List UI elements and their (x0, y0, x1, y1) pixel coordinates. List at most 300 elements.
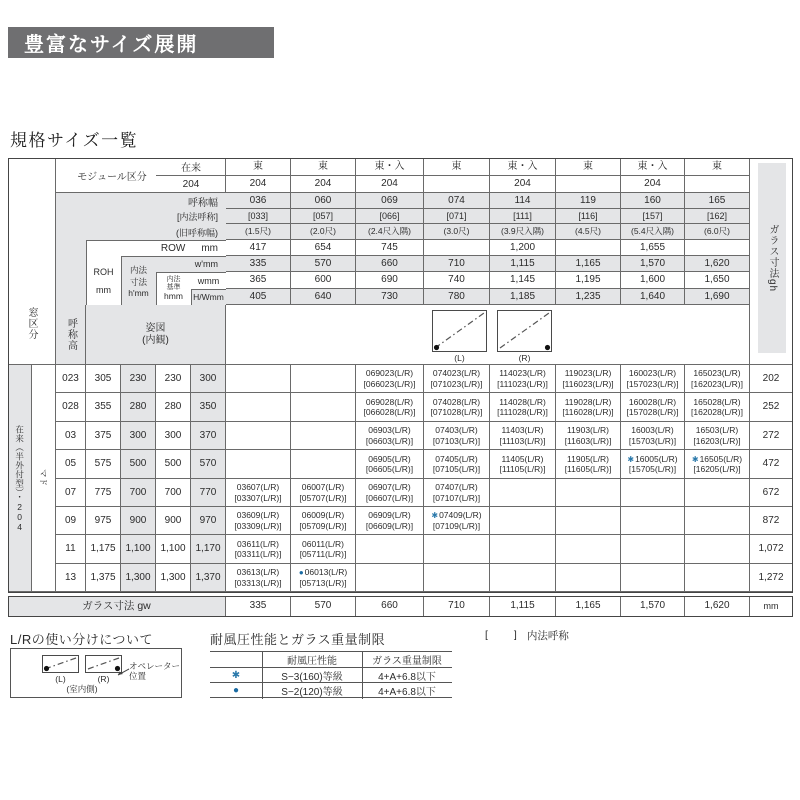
cell-main: 06903(L/R) (368, 425, 411, 436)
cell-sub: [03311(L/R)] (234, 549, 282, 559)
header-row-col0: 417 (226, 240, 291, 256)
wind-pressure-table (210, 651, 452, 698)
wind-grade-asterisk-icon: ✱ (627, 454, 635, 464)
cell-main: 074028(L/R) (432, 396, 481, 407)
header-module_num-col0: 204 (226, 176, 291, 193)
cell-main: 069023(L/R) (365, 368, 414, 379)
glass-w-value-0: 335 (226, 596, 291, 617)
header-inner-col5: [116] (556, 209, 621, 224)
header-w-col5: 1,195 (556, 272, 621, 289)
sugata-diagram-area (226, 305, 750, 365)
mounting-type-text (14, 425, 24, 532)
data-cell-03-col1 (291, 422, 356, 450)
row-height-023-1: 230 (121, 365, 156, 393)
header-inner-col7: [162] (685, 209, 750, 224)
row-height-07-1: 700 (121, 479, 156, 507)
cell-sub: [162023(L/R)] (691, 378, 743, 389)
h-text: hmm (164, 290, 183, 301)
glass-w-label: ガラス寸法 gw (8, 596, 226, 617)
data-cell-13-col5 (556, 564, 621, 592)
cell-sub: [11103(L/R)] (499, 435, 546, 446)
header-module_num-col2: 204 (356, 176, 424, 193)
data-cell-03-col0 (226, 422, 291, 450)
row-name-13: 13 (56, 564, 86, 592)
header-hw-col7: 1,690 (685, 289, 750, 305)
glass-w-value-7: 1,620 (685, 596, 750, 617)
data-cell-05-col5 (556, 450, 621, 479)
cell-main: 16003(L/R) (631, 425, 674, 436)
perf-corner-cell (210, 652, 262, 668)
row-height-09-0: 975 (86, 507, 121, 535)
cell-sub: [07109(L/R)] (432, 520, 481, 531)
cell-sub: [05711(L/R)] (299, 549, 347, 559)
cell-main: 074023(L/R) (432, 368, 481, 379)
cell-sub: [06605(L/R)] (365, 464, 414, 474)
data-cell-07-col7 (685, 479, 750, 507)
data-cell-11-col0 (226, 535, 291, 564)
cell-main: 11405(L/R) (501, 453, 544, 464)
banner-title: 豊富なサイズ展開 (24, 34, 199, 56)
row-text: ROW (160, 242, 186, 254)
row-height-09-1: 900 (121, 507, 156, 535)
header-old-col5: (4.5尺) (556, 224, 621, 240)
note-bracket-open: [ (485, 629, 488, 641)
data-cell-07-col3 (424, 479, 490, 507)
data-cell-023-col1 (291, 365, 356, 393)
cell-main: 07405(L/R) (435, 453, 478, 464)
header-w_dash-col4: 1,115 (490, 256, 556, 272)
perf-grade-0: S−3(160)等級 (262, 668, 362, 683)
header-name-col6: 160 (621, 193, 685, 209)
row-height-13-0: 1,375 (86, 564, 121, 592)
cell-main: 06007(L/R) (301, 482, 345, 493)
cell-sub: [116023(L/R)] (562, 378, 614, 389)
data-cell-09-col0 (226, 507, 291, 535)
data-cell-09-col6 (621, 507, 685, 535)
row-name-023: 023 (56, 365, 86, 393)
data-cell-11-col7 (685, 535, 750, 564)
header-old-col4: (3.9尺入隅) (490, 224, 556, 240)
cell-main: 114023(L/R) (499, 368, 546, 379)
data-cell-028-col4 (490, 393, 556, 422)
header-row-col4: 1,200 (490, 240, 556, 256)
perf-grade-1: S−2(120)等級 (262, 683, 362, 698)
header-w-col0: 365 (226, 272, 291, 289)
data-cell-028-col0 (226, 393, 291, 422)
data-cell-03-col5 (556, 422, 621, 450)
window-class-cell (8, 158, 56, 365)
header-row-col2: 745 (356, 240, 424, 256)
data-cell-023-col7 (685, 365, 750, 393)
data-cell-05-col7 (685, 450, 750, 479)
header-inner-col6: [157] (621, 209, 685, 224)
row-height-023-3: 300 (191, 365, 226, 393)
data-cell-11-col4 (490, 535, 556, 564)
data-cell-07-col6 (621, 479, 685, 507)
cell-sub: [116028(L/R)] (562, 407, 614, 417)
name-width-label: 呼称幅 (188, 197, 218, 209)
cell-main: 11905(L/R) (567, 453, 609, 464)
header-old-col0: (1.5尺) (226, 224, 291, 240)
data-cell-07-col0 (226, 479, 291, 507)
header-name-col4: 114 (490, 193, 556, 209)
header-row-col5 (556, 240, 621, 256)
cell-main: 160028(L/R) (628, 396, 677, 407)
operator-arrow-icon (114, 667, 130, 677)
wdash-label: w'mm (194, 259, 218, 269)
data-cell-09-col1 (291, 507, 356, 535)
row-height-09-3: 970 (191, 507, 226, 535)
data-cell-11-col5 (556, 535, 621, 564)
cell-main: 11903(L/R) (567, 425, 609, 436)
glass-h-value-09: 872 (750, 507, 793, 535)
glass-w-value-1: 570 (291, 596, 356, 617)
header-hw-col5: 1,235 (556, 289, 621, 305)
data-cell-09-col7 (685, 507, 750, 535)
glass-h-label-box (758, 163, 786, 353)
data-cell-07-col1 (291, 479, 356, 507)
name-height-cell (56, 305, 86, 365)
data-cell-03-col4 (490, 422, 556, 450)
glass-w-value-5: 1,165 (556, 596, 621, 617)
row-height-07-3: 770 (191, 479, 226, 507)
cell-sub: [15703(L/R)] (628, 435, 677, 446)
row-height-11-2: 1,100 (156, 535, 191, 564)
cell-sub: [06603(L/R)] (365, 435, 414, 446)
cell-sub: [16203(L/R)] (693, 435, 741, 446)
roh-text: ROH (93, 266, 114, 277)
data-cell-13-col7 (685, 564, 750, 592)
row-height-13-1: 1,300 (121, 564, 156, 592)
cell-main: 114028(L/R) (499, 396, 546, 407)
mounting-type-cell (8, 365, 32, 592)
sugata-line2: (内観) (142, 334, 169, 346)
header-old-col3: (3.0尺) (424, 224, 490, 240)
operator-position-label (129, 662, 181, 684)
row-name-11: 11 (56, 535, 86, 564)
header-module_num-col6: 204 (621, 176, 685, 193)
header-name-col0: 036 (226, 193, 291, 209)
cell-main: 11403(L/R) (501, 425, 544, 436)
cell-sub: [15705(L/R)] (628, 464, 677, 475)
header-w-col7: 1,650 (685, 272, 750, 289)
size-spec-table (8, 158, 793, 617)
cell-sub: [111028(L/R)] (497, 407, 548, 417)
row-name-05: 05 (56, 450, 86, 479)
glass-h-value-05: 472 (750, 450, 793, 479)
header-hw-col4: 1,185 (490, 289, 556, 305)
glass-w-value-3: 710 (424, 596, 490, 617)
section-banner (8, 27, 274, 58)
cell-main: 07403(L/R) (435, 425, 478, 436)
wind-pressure-title: 耐風圧性能とガラス重量制限 (210, 632, 386, 647)
header-inner-col2: [066] (356, 209, 424, 224)
header-w-col6: 1,600 (621, 272, 685, 289)
cell-sub: [03313(L/R)] (234, 577, 282, 588)
window-class-text: 窓区分 (26, 306, 37, 340)
cell-main: 06011(L/R) (302, 538, 344, 549)
lr-usage-title: L/Rの使い分けについて (10, 632, 153, 647)
module-type: 在来 (156, 158, 226, 176)
header-module-col1: 東 (291, 158, 356, 176)
header-w_dash-col6: 1,570 (621, 256, 685, 272)
glass-h-value-028: 252 (750, 393, 793, 422)
window-class-label (8, 288, 54, 358)
cell-sub: [05709(L/R)] (299, 520, 347, 531)
asterisk-marker-icon: ✱ (231, 669, 241, 681)
row-height-13-3: 1,370 (191, 564, 226, 592)
data-cell-023-col2 (356, 365, 424, 393)
cell-main: 06905(L/R) (368, 453, 411, 464)
header-hw-col6: 1,640 (621, 289, 685, 305)
data-cell-023-col4 (490, 365, 556, 393)
header-w_dash-col1: 570 (291, 256, 356, 272)
data-cell-03-col6 (621, 422, 685, 450)
data-cell-023-col0 (226, 365, 291, 393)
circle-marker-icon: ● (232, 684, 240, 696)
module-value: 204 (182, 179, 200, 190)
cell-sub: [05707(L/R)] (299, 492, 347, 503)
cell-sub: [157023(L/R)] (626, 378, 679, 389)
data-cell-05-col6 (621, 450, 685, 479)
header-w-col1: 600 (291, 272, 356, 289)
header-module_num-col7 (685, 176, 750, 193)
page-title: 規格サイズ一覧 (10, 131, 139, 150)
header-hw-col0: 405 (226, 289, 291, 305)
cell-sub: [11603(L/R)] (564, 435, 612, 446)
data-cell-13-col1 (291, 564, 356, 592)
lr-l-label: (L) (55, 674, 66, 684)
header-hw-col3: 780 (424, 289, 490, 305)
cell-main: ✱16505(L/R) (691, 453, 743, 464)
data-cell-11-col2 (356, 535, 424, 564)
row-name-07: 07 (56, 479, 86, 507)
header-old-col7: (6.0尺) (685, 224, 750, 240)
w-label: wmm (197, 275, 220, 286)
row-height-11-1: 1,100 (121, 535, 156, 564)
cell-sub: [07105(L/R)] (432, 464, 481, 474)
row-name-03: 03 (56, 422, 86, 450)
mounting-a: 在来（半外付型）・ (14, 424, 25, 502)
naiho2: 寸法 (129, 276, 147, 287)
perf-limit-0: 4+A+6.8以下 (362, 668, 452, 683)
cell-main: 06009(L/R) (301, 510, 345, 521)
perf-vline-0 (262, 652, 263, 699)
header-old-col6: (5.4尺入隅) (621, 224, 685, 240)
perf-marker-0 (210, 668, 262, 683)
data-cell-03-col3 (424, 422, 490, 450)
cell-main: 07407(L/R) (435, 482, 478, 493)
mado-cell (32, 365, 56, 592)
row-height-05-1: 500 (121, 450, 156, 479)
cell-sub: [11105(L/R)] (499, 464, 546, 474)
header-module_num-col1: 204 (291, 176, 356, 193)
row-height-11-3: 1,170 (191, 535, 226, 564)
cell-main: 165028(L/R) (693, 396, 741, 407)
cell-main: 119023(L/R) (564, 368, 612, 379)
data-cell-07-col5 (556, 479, 621, 507)
row-height-05-3: 570 (191, 450, 226, 479)
glass-h-value-11: 1,072 (750, 535, 793, 564)
data-cell-05-col3 (424, 450, 490, 479)
header-name-col1: 060 (291, 193, 356, 209)
header-module_num-col4: 204 (490, 176, 556, 193)
cell-main: 069028(L/R) (365, 396, 414, 407)
cell-sub: [157028(L/R)] (626, 407, 679, 417)
perf-header-wind: 耐風圧性能 (262, 652, 362, 668)
cell-sub: [07103(L/R)] (432, 435, 481, 446)
header-row-col1: 654 (291, 240, 356, 256)
roh-unit: mm (96, 284, 111, 295)
header-module-col7: 東 (685, 158, 750, 176)
perf-limit-1: 4+A+6.8以下 (362, 683, 452, 698)
header-hw-col1: 640 (291, 289, 356, 305)
cell-sub: [071028(L/R)] (430, 407, 483, 417)
data-cell-11-col3 (424, 535, 490, 564)
header-old-col2: (2.4尺入隅) (356, 224, 424, 240)
glass-h-value-023: 202 (750, 365, 793, 393)
kijun2: 基準 (166, 283, 181, 291)
data-cell-07-col4 (490, 479, 556, 507)
row-height-03-0: 375 (86, 422, 121, 450)
row-height-03-3: 370 (191, 422, 226, 450)
header-module-col0: 東 (226, 158, 291, 176)
row-height-13-2: 1,300 (156, 564, 191, 592)
row-height-028-3: 350 (191, 393, 226, 422)
note-label: 内法呼称 (526, 629, 569, 642)
wind-grade-asterisk-icon: ✱ (691, 454, 699, 464)
data-cell-13-col2 (356, 564, 424, 592)
data-cell-13-col3 (424, 564, 490, 592)
glass-w-unit: mm (750, 596, 793, 617)
glass-h-text: ガラス寸法gh (767, 223, 778, 293)
header-name-col7: 165 (685, 193, 750, 209)
glass-w-value-2: 660 (356, 596, 424, 617)
data-cell-05-col2 (356, 450, 424, 479)
data-cell-07-col2 (356, 479, 424, 507)
lr-usage-box (10, 648, 182, 698)
lr-diagram-left (42, 655, 79, 673)
data-cell-09-col4 (490, 507, 556, 535)
row-height-05-0: 575 (86, 450, 121, 479)
cell-main: 03613(L/R) (236, 567, 280, 578)
data-cell-09-col2 (356, 507, 424, 535)
header-w_dash-col0: 335 (226, 256, 291, 272)
cell-sub: [11605(L/R)] (564, 464, 612, 474)
data-cell-11-col6 (621, 535, 685, 564)
cell-sub: [03307(L/R)] (234, 492, 282, 503)
header-inner-col0: [033] (226, 209, 291, 224)
cell-sub: [06609(L/R)] (365, 520, 414, 531)
cell-main: ✱16005(L/R) (627, 453, 678, 464)
mounting-b: 204 (14, 501, 25, 532)
wind-grade-asterisk-icon: ✱ (431, 511, 439, 521)
cell-main: ●06013(L/R) (298, 567, 348, 578)
data-cell-13-col0 (226, 564, 291, 592)
cell-sub: [03309(L/R)] (234, 520, 282, 531)
sugata-r-label: (R) (518, 353, 531, 363)
cell-main: 06907(L/R) (368, 482, 411, 493)
data-cell-13-col4 (490, 564, 556, 592)
cell-sub: [066028(L/R)] (363, 407, 416, 417)
header-module-col2: 東・入 (356, 158, 424, 176)
header-module_num-col3 (424, 176, 490, 193)
row-height-05-2: 500 (156, 450, 191, 479)
cell-main: 03607(L/R) (236, 482, 280, 493)
perf-vline-1 (362, 652, 363, 699)
header-w-col3: 740 (424, 272, 490, 289)
header-w_dash-col2: 660 (356, 256, 424, 272)
sugata-l-label: (L) (454, 353, 465, 363)
cell-main: 06909(L/R) (368, 510, 411, 521)
name-height-text: 呼称高 (65, 318, 77, 351)
naiho-kijun-label (156, 272, 191, 305)
data-cell-028-col2 (356, 393, 424, 422)
header-module_num-col5 (556, 176, 621, 193)
operator-line2: 位置 (129, 670, 147, 681)
cell-sub: [07107(L/R)] (432, 492, 481, 503)
perf-marker-1 (210, 683, 262, 698)
row-height-028-2: 280 (156, 393, 191, 422)
header-module-col3: 東 (424, 158, 490, 176)
data-cell-028-col1 (291, 393, 356, 422)
naiho-sunpo-label (121, 256, 156, 305)
header-module-col4: 東・入 (490, 158, 556, 176)
kijun1: 内法 (166, 276, 181, 284)
cell-main: 16503(L/R) (695, 425, 739, 436)
cell-sub: [162028(L/R)] (691, 407, 743, 417)
note-bracket-close: ] (513, 629, 517, 641)
data-cell-03-col7 (685, 422, 750, 450)
data-cell-11-col1 (291, 535, 356, 564)
header-w_dash-col3: 710 (424, 256, 490, 272)
data-cell-028-col5 (556, 393, 621, 422)
data-cell-023-col3 (424, 365, 490, 393)
row-name-09: 09 (56, 507, 86, 535)
header-old-col1: (2.0尺) (291, 224, 356, 240)
data-cell-023-col5 (556, 365, 621, 393)
cell-main: ✱07409(L/R) (431, 510, 482, 521)
header-module-col6: 東・入 (621, 158, 685, 176)
row-height-07-2: 700 (156, 479, 191, 507)
data-cell-09-col3 (424, 507, 490, 535)
row-height-09-2: 900 (156, 507, 191, 535)
inner-name-label: [内法呼称] (176, 212, 218, 222)
cell-main: 165023(L/R) (693, 368, 741, 379)
header-row-col3 (424, 240, 490, 256)
sugata-line1: 姿図 (145, 322, 166, 334)
data-cell-023-col6 (621, 365, 685, 393)
header-row-col7 (685, 240, 750, 256)
cell-sub: [066023(L/R)] (363, 378, 416, 389)
wind-grade-circle-icon: ● (298, 568, 304, 578)
sugata-diagram-right (497, 310, 552, 352)
hw-label: H/Wmm (193, 292, 224, 302)
cell-sub: [06607(L/R)] (365, 492, 414, 503)
sugata-diagram-left (432, 310, 487, 352)
cell-main: 119028(L/R) (564, 396, 612, 407)
naiho1: 内法 (129, 264, 147, 275)
glass-w-value-6: 1,570 (621, 596, 685, 617)
data-cell-09-col5 (556, 507, 621, 535)
data-cell-03-col2 (356, 422, 424, 450)
cell-main: 03609(L/R) (236, 510, 280, 521)
row-height-03-1: 300 (121, 422, 156, 450)
row-height-028-0: 355 (86, 393, 121, 422)
data-cell-05-col1 (291, 450, 356, 479)
data-cell-028-col6 (621, 393, 685, 422)
header-inner-col4: [111] (490, 209, 556, 224)
